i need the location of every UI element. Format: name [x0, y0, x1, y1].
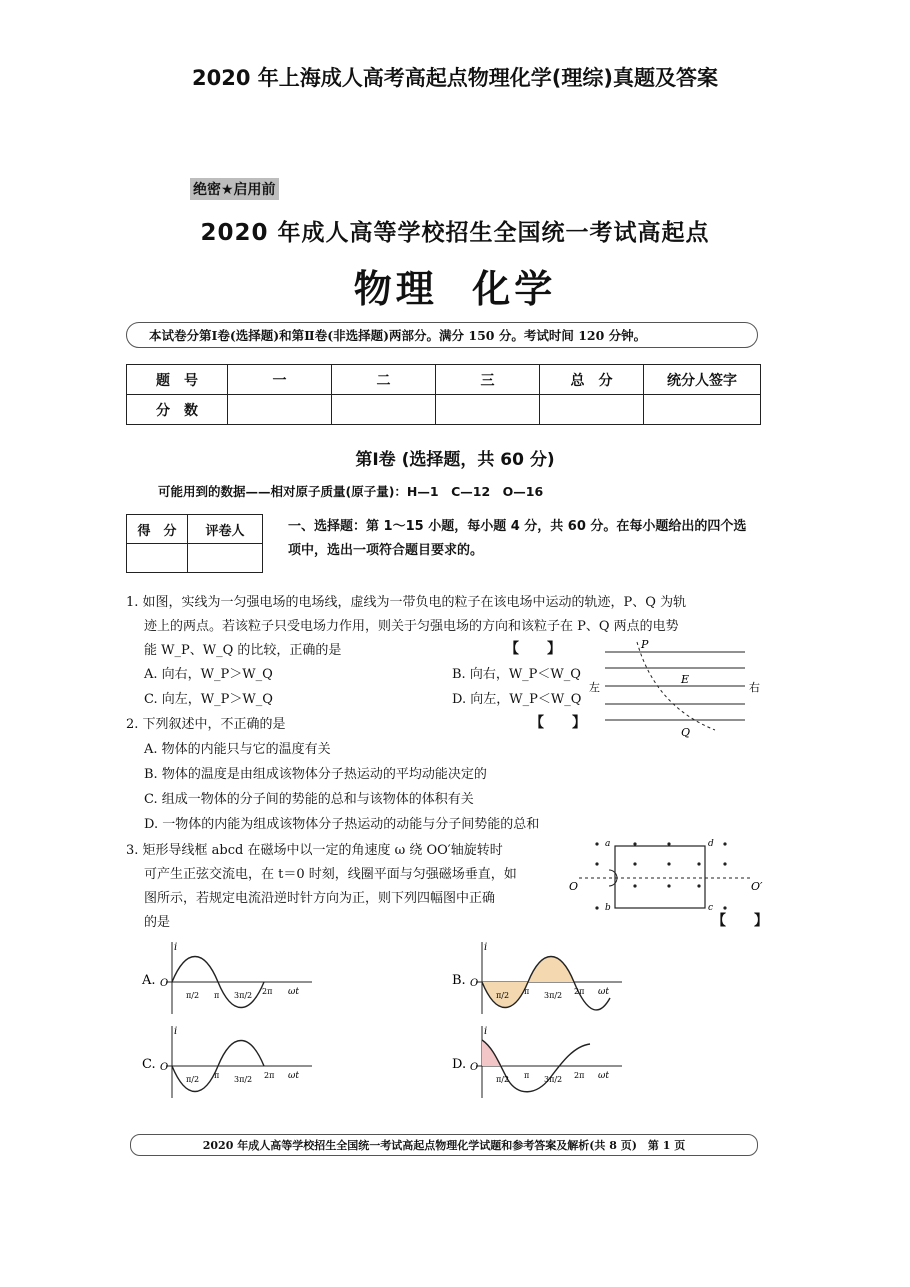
left-label: 左: [589, 681, 600, 694]
graph-b-i-label: i: [484, 942, 488, 953]
secret-label: 绝密★启用前: [190, 178, 279, 200]
graph-a-tick: 3π/2: [234, 991, 253, 1000]
q2-answer-bracket: 【 】: [530, 715, 586, 731]
graph-b: [450, 938, 630, 1018]
coil-corner-d: d: [708, 839, 714, 849]
coil-corner-a: a: [605, 839, 611, 849]
graph-d-i-label: i: [484, 1026, 488, 1037]
score-cell: [228, 395, 332, 425]
score-table-value-row: [127, 395, 761, 425]
score-cell: [332, 395, 436, 425]
graph-b-tick: π/2: [496, 991, 510, 1000]
graph-c-tick: 3π/2: [234, 1075, 253, 1084]
q1-option-b: B. 向右，W_P＜W_Q: [452, 667, 581, 682]
score-header-cell: 题 号: [127, 365, 228, 395]
point-p-label: P: [641, 638, 649, 651]
graph-c-tick: π: [214, 1071, 220, 1080]
score-table-header-row: [127, 365, 761, 395]
graph-c-tick: π/2: [186, 1075, 200, 1084]
graph-b-label: B.: [452, 973, 466, 988]
graph-a-label: A.: [142, 973, 156, 988]
volume-title: 第Ⅰ卷 (选择题，共 60 分): [355, 450, 555, 470]
coil-frame: [615, 846, 705, 908]
score-header-cell: 二: [332, 365, 436, 395]
q1-field-figure: [585, 636, 775, 740]
q3-stem-line-3: 图所示，若规定电流沿逆时针方向为正，则下列四幅图中正确: [144, 891, 496, 906]
score-cell: [644, 395, 761, 425]
q1-option-d: D. 向左，W_P＜W_Q: [452, 692, 582, 707]
q1-stem-line-3: 能 W_P、W_Q 的比较，正确的是: [144, 643, 342, 658]
score-header-cell: 总 分: [540, 365, 644, 395]
score-header-cell: 一: [228, 365, 332, 395]
score-table: [126, 364, 761, 425]
graph-a-wt-label: ωt: [288, 987, 299, 997]
graph-a-tick: 2π: [262, 987, 273, 996]
right-label: 右: [749, 681, 760, 694]
axis-o-label: O: [569, 880, 579, 893]
section-heading: 一、选择题：第 1～15 小题，每小题 4 分，共 60 分。在每小题给出的四个选项中，选出一项符合题目要求的。: [288, 519, 747, 558]
field-e-label: E: [681, 673, 690, 686]
graph-b-tick: π: [524, 987, 530, 996]
q1-option-c: C. 向左，W_P＞W_Q: [144, 692, 273, 707]
q2-option-a: A. 物体的内能只与它的温度有关: [144, 742, 331, 757]
page-footer: 2020 年成人高等学校招生全国统一考试高起点物理化学试题和参考答案及解析(共 8 页) 第 1 页: [130, 1134, 758, 1156]
graph-d-tick: π/2: [496, 1075, 510, 1084]
subject-title: 物理 化学: [353, 267, 557, 311]
score-header-cell: 统分人签字: [644, 365, 761, 395]
coil-corner-c: c: [708, 903, 714, 913]
exam-title: 2020 年成人高等学校招生全国统一考试高起点: [200, 220, 710, 246]
graph-a-i-label: i: [174, 942, 178, 953]
q3-stem-line-2: 可产生正弦交流电，在 t＝0 时刻，线圈平面与匀强磁场垂直，如: [144, 867, 517, 882]
score-cell: [436, 395, 540, 425]
graph-c-i-label: i: [174, 1026, 178, 1037]
graph-a-tick: π: [214, 991, 220, 1000]
graph-d-tick: π: [524, 1071, 530, 1080]
q3-coil-figure: [565, 834, 765, 918]
q3-stem-line-4: 的是: [144, 915, 171, 930]
q1-answer-bracket: 【 】: [505, 641, 561, 657]
q1-option-a: A. 向右，W_P＞W_Q: [144, 667, 273, 682]
score-header-cell: 三: [436, 365, 540, 395]
graph-c: [140, 1022, 320, 1102]
q2-option-b: B. 物体的温度是由组成该物体分子热运动的平均动能决定的: [144, 767, 487, 782]
graph-a: [140, 938, 320, 1018]
coil-corner-b: b: [605, 903, 611, 913]
graph-d-wt-label: ωt: [598, 1071, 609, 1081]
score-cell: [540, 395, 644, 425]
q2-option-d: D. 一物体的内能为组成该物体分子热运动的动能与分子间势能的总和: [144, 817, 540, 832]
graph-d-origin: O: [470, 1062, 479, 1073]
q2-stem: 2. 下列叙述中，不正确的是: [126, 717, 286, 732]
graph-a-tick: π/2: [186, 991, 200, 1000]
document-title: 2020 年上海成人高考高起点物理化学(理综)真题及答案: [192, 66, 718, 90]
graph-d-tick: 2π: [574, 1071, 585, 1080]
grader-table: [126, 514, 263, 573]
score-row-label: 分 数: [127, 395, 228, 425]
graph-b-tick: 2π: [574, 987, 585, 996]
grader-reviewer-cell: [188, 544, 263, 573]
q3-answer-bracket: 【 】: [712, 913, 768, 929]
graph-b-wt-label: ωt: [598, 987, 609, 997]
graph-c-wt-label: ωt: [288, 1071, 299, 1081]
graph-c-origin: O: [160, 1062, 169, 1073]
grader-score-cell: [127, 544, 188, 573]
q3-stem-line-1: 3. 矩形导线框 abcd 在磁场中以一定的角速度 ω 绕 OO′轴旋转时: [126, 843, 503, 858]
q1-stem-line-1: 1. 如图，实线为一匀强电场的电场线，虚线为一带负电的粒子在该电场中运动的轨迹，P、Q 为轨: [126, 595, 687, 610]
q1-stem-line-2: 迹上的两点。若该粒子只受电场力作用，则关于匀强电场的方向和该粒子在 P、Q 两点的电势: [144, 619, 679, 634]
graph-b-tick: 3π/2: [544, 991, 563, 1000]
graph-a-origin: O: [160, 978, 169, 989]
q2-option-c: C. 组成一物体的分子间的势能的总和与该物体的体积有关: [144, 792, 474, 807]
graph-d: [450, 1022, 630, 1102]
atomic-mass-data: 可能用到的数据——相对原子质量(原子量)：H—1 C—12 O—16: [158, 484, 544, 499]
point-q-label: Q: [681, 726, 691, 739]
graph-b-origin: O: [470, 978, 479, 989]
instruction-banner: 本试卷分第Ⅰ卷(选择题)和第Ⅱ卷(非选择题)两部分。满分 150 分。考试时间 120 分钟。: [126, 322, 758, 348]
grader-score-label: 得 分: [127, 515, 188, 544]
graph-c-tick: 2π: [264, 1071, 275, 1080]
graph-d-label: D.: [452, 1057, 467, 1072]
axis-o-prime-label: O′: [751, 880, 763, 893]
grader-reviewer-label: 评卷人: [188, 515, 263, 544]
graph-c-label: C.: [142, 1057, 156, 1072]
graph-d-tick: 3π/2: [544, 1075, 563, 1084]
